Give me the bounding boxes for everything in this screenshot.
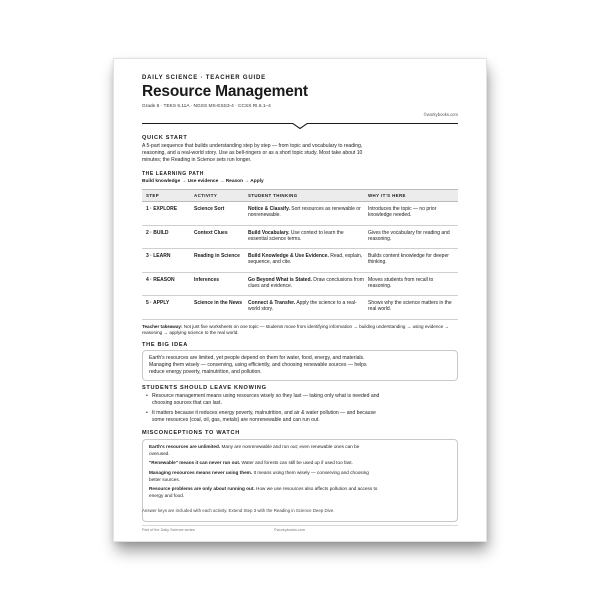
- table-row: [142, 249, 458, 273]
- misconception-text: How we use resources also affects pollution and access to: [254, 486, 378, 491]
- bullet-text: It matters because it reduces energy poverty, malnutrition, and air & water pollution — and because: [152, 410, 376, 416]
- learning-path-table: [142, 189, 458, 320]
- standards-line: Grade 6 · TEKS 6.11A · NGSS MS-ESS3-4 · CCSS RI.6.1–4: [142, 104, 271, 109]
- why-cell: Moves students from recall to reasoning.: [368, 276, 434, 289]
- big-idea-line: Earth's resources are limited, yet people depend on them for water, food, energy, and materials.: [149, 355, 365, 361]
- big-idea-line: Managing them wisely — conserving, using efficiently, and choosing renewable sources — helps: [149, 362, 367, 368]
- table-row: [142, 273, 458, 297]
- why-cell: Builds content knowledge for deeper thinking.: [368, 253, 449, 266]
- step-cell: 4 · REASON: [146, 276, 175, 283]
- column-header: STEP: [146, 193, 160, 198]
- guide-eyebrow: DAILY SCIENCE · TEACHER GUIDE: [142, 75, 266, 81]
- misconception-text: Water and forests can still be used up if used too fast.: [240, 460, 353, 465]
- quick-start-line: minutes; the Reading in Science sets run longer.: [142, 157, 252, 163]
- footer-site: ©workybooks.com: [274, 528, 306, 532]
- activity-cell: Reading in Science: [194, 253, 240, 259]
- misconception-label: Earth's resources are unlimited.: [149, 444, 221, 449]
- learning-path-summary: Build knowledge → Use evidence → Reason → Apply: [142, 179, 264, 184]
- quick-start-line: reasoning, and a real-world story. Use as bell-ringers or as a short topic study. Most take about 10: [142, 150, 363, 156]
- page-title: Resource Management: [142, 83, 308, 100]
- column-header: WHY IT'S HERE: [368, 193, 406, 198]
- site-credit: ©workybooks.com: [423, 112, 458, 117]
- thinking-cell: [248, 300, 364, 313]
- table-header: [142, 189, 458, 202]
- page-content: [142, 59, 458, 541]
- thinking-text: Apply the science to a real-world story.: [248, 300, 357, 313]
- thinking-cell: [248, 206, 364, 219]
- thinking-label: Build Knowledge & Use Evidence.: [248, 253, 329, 259]
- learning-path-heading: THE LEARNING PATH: [142, 171, 204, 177]
- thinking-label: Go Beyond What is Stated.: [248, 276, 312, 283]
- footer-series: Part of the Daily Science series: [142, 528, 195, 532]
- table-row: [142, 226, 458, 250]
- takeaway-text: Not just five worksheets on one topic — students move from identifying information → building understanding → using evidence → reasoning → applying science to the real world.: [142, 324, 450, 335]
- chevron-down-icon: [292, 123, 308, 129]
- activity-cell: Context Clues: [194, 229, 228, 236]
- why-cell: Introduces the topic — no prior knowledge needed.: [368, 206, 437, 219]
- step-cell: 5 · APPLY: [146, 300, 170, 306]
- misconception-item: [149, 470, 451, 476]
- column-header: ACTIVITY: [194, 193, 218, 198]
- activity-cell: Science in the News: [194, 300, 243, 306]
- activity-cell: Science Sort: [194, 206, 225, 212]
- misconception-continued: energy and food.: [149, 492, 185, 498]
- misconception-item: [149, 444, 451, 450]
- thinking-cell: [248, 230, 364, 243]
- bullet-text: some resources (coal, oil, gas, metals) are nonrenewable and can run out.: [152, 417, 320, 423]
- big-idea-line: reduce energy poverty, malnutrition, and pollution.: [149, 369, 262, 375]
- table-row: [142, 296, 458, 320]
- misconceptions-heading: MISCONCEPTIONS TO WATCH: [142, 430, 240, 436]
- why-cell: Gives the vocabulary for reading and reasoning.: [368, 229, 450, 242]
- misconception-item: [149, 486, 451, 492]
- thinking-label: Notice & Classify.: [248, 206, 290, 212]
- misconception-label: Managing resources means never using them.: [149, 470, 253, 475]
- step-cell: 2 · BUILD: [146, 229, 169, 236]
- quick-start-heading: QUICK START: [142, 135, 188, 141]
- misconception-text: It means using them wisely — conserving and choosing: [252, 470, 369, 475]
- misconception-continued: better sources.: [149, 476, 181, 482]
- column-header: STUDENT THINKING: [248, 193, 298, 198]
- big-idea-heading: THE BIG IDEA: [142, 342, 189, 348]
- thinking-label: Build Vocabulary.: [248, 229, 290, 236]
- misconception-continued: overused.: [149, 450, 170, 456]
- step-cell: 1 · EXPLORE: [146, 206, 178, 212]
- thinking-text: Use context to learn the essential science terms.: [248, 229, 344, 242]
- leave-knowing-heading: STUDENTS SHOULD LEAVE KNOWING: [142, 385, 267, 391]
- takeaway-label: Teacher takeaway:: [142, 324, 183, 329]
- answer-key-note: Answer keys are included with each activity. Extend Step 3 with the Reading in Science Deep Dive.: [142, 508, 335, 513]
- activity-cell: Inferences: [194, 276, 220, 283]
- thinking-text: Sort resources as renewable or nonrenewable.: [248, 206, 361, 219]
- thinking-text: Read, explain, sequence, and cite.: [248, 253, 363, 266]
- misconception-text: Many are nonrenewable and run out; even renewable ones can be: [220, 444, 360, 449]
- thinking-cell: [248, 277, 364, 290]
- misconception-label: Resource problems are only about running out.: [149, 486, 255, 491]
- bullet-icon: •: [146, 393, 148, 399]
- footer-divider: [142, 525, 458, 526]
- worksheet-page: [114, 59, 486, 541]
- misconception-item: [149, 460, 451, 466]
- why-cell: Shows why the science matters in the real world.: [368, 300, 452, 313]
- teacher-takeaway: [142, 324, 458, 336]
- bullet-text: choosing sources that can last.: [152, 400, 222, 406]
- big-idea-box: [142, 350, 458, 381]
- quick-start-line: A 5-part sequence that builds understanding step by step — from topic and vocabulary to reading,: [142, 143, 363, 149]
- thinking-label: Connect & Transfer.: [248, 300, 296, 306]
- bullet-icon: •: [146, 410, 148, 416]
- table-row: [142, 202, 458, 226]
- misconception-label: "Renewable" means it can never run out.: [149, 460, 241, 465]
- thinking-cell: [248, 253, 364, 266]
- thinking-text: Draw conclusions from clues and evidence.: [248, 276, 364, 289]
- bullet-text: Resource management means using resources wisely so they last — taking only what is needed and: [152, 393, 380, 399]
- step-cell: 3 · LEARN: [146, 253, 171, 259]
